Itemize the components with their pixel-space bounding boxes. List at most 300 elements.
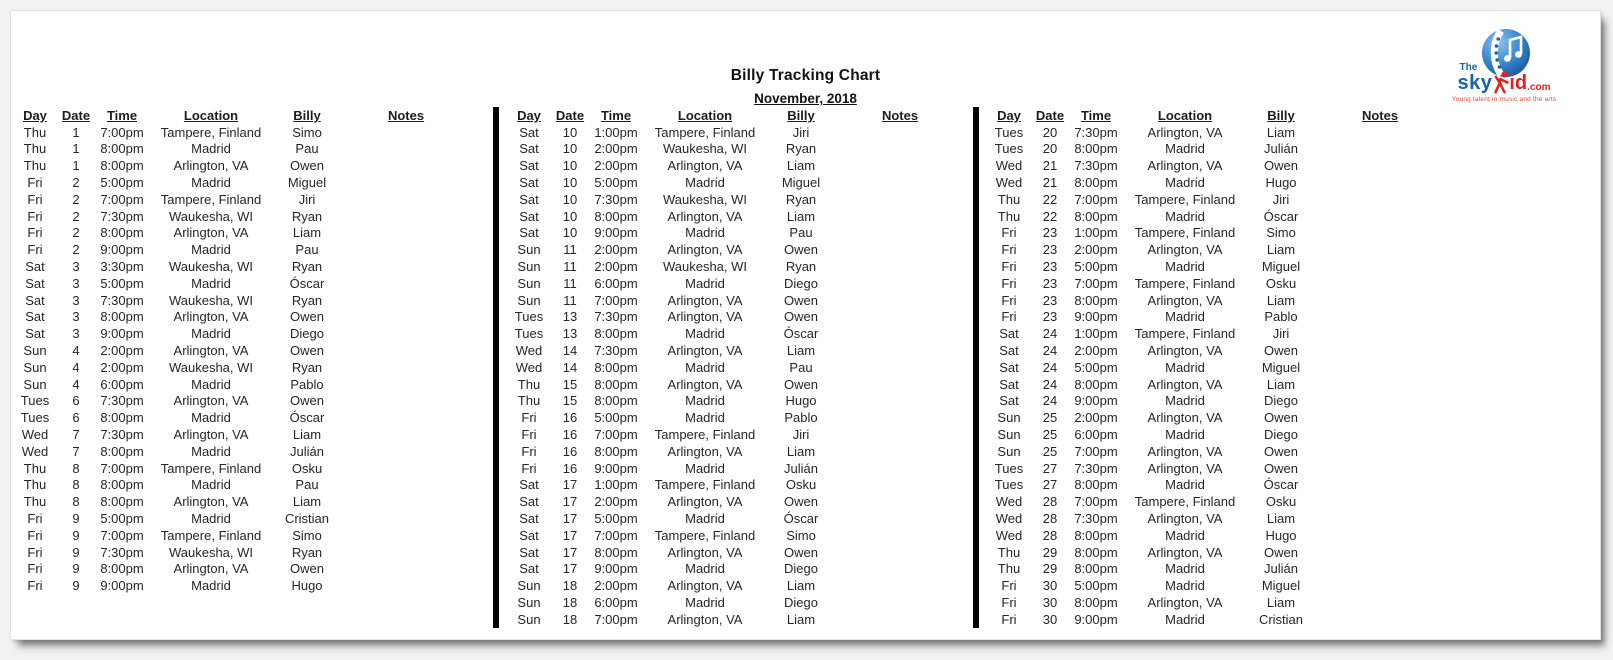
schedule-section-3 bbox=[973, 107, 1453, 633]
cell-day: Tues bbox=[20, 393, 50, 409]
column-header-day: Day bbox=[517, 107, 541, 123]
cell-location: Waukesha, WI bbox=[168, 359, 254, 375]
cell-time: 2:00pm bbox=[594, 141, 638, 157]
cell-day: Thu bbox=[997, 191, 1021, 207]
cell-billy: Liam bbox=[292, 225, 322, 241]
cell-notes bbox=[835, 191, 965, 208]
table-row bbox=[507, 191, 965, 208]
cell-date: 16 bbox=[562, 460, 578, 476]
cell-billy: Liam bbox=[1266, 376, 1296, 392]
cell-location: Arlington, VA bbox=[1147, 443, 1223, 459]
cell-time: 8:00pm bbox=[594, 376, 638, 392]
cell-date: 30 bbox=[1042, 611, 1058, 627]
cell-date: 1 bbox=[72, 141, 80, 157]
cell-day: Thu bbox=[23, 158, 47, 174]
cell-notes bbox=[341, 477, 471, 494]
table-row bbox=[507, 577, 965, 594]
table-row bbox=[13, 208, 471, 225]
cell-day: Fri bbox=[1001, 292, 1017, 308]
table-row bbox=[507, 241, 965, 258]
column-header-time: Time bbox=[600, 107, 632, 123]
cell-notes bbox=[341, 258, 471, 275]
table-row bbox=[987, 174, 1445, 191]
cell-date: 18 bbox=[562, 595, 578, 610]
cell-time: 7:30pm bbox=[1074, 511, 1118, 527]
cell-notes bbox=[1315, 510, 1445, 527]
cell-time: 5:00pm bbox=[100, 275, 144, 291]
column-header-notes: Notes bbox=[387, 107, 425, 123]
cell-location: Tampere, Finland bbox=[654, 477, 756, 493]
schedule-table-wrap-1 bbox=[13, 107, 471, 594]
cell-time: 7:00pm bbox=[100, 124, 144, 140]
table-row bbox=[987, 141, 1445, 158]
cell-time: 8:00pm bbox=[100, 158, 144, 174]
cell-day: Thu bbox=[517, 393, 541, 409]
cell-billy: Owen bbox=[1264, 460, 1298, 476]
cell-date: 4 bbox=[72, 376, 80, 392]
cell-day: Fri bbox=[27, 175, 43, 191]
cell-notes bbox=[341, 527, 471, 544]
table-row bbox=[13, 174, 471, 191]
cell-date: 14 bbox=[562, 343, 578, 359]
cell-location: Arlington, VA bbox=[1147, 124, 1223, 140]
cell-time: 8:00pm bbox=[100, 309, 144, 325]
table-row bbox=[987, 561, 1445, 578]
cell-location: Madrid bbox=[191, 175, 231, 191]
table-row bbox=[987, 527, 1445, 544]
cell-date: 23 bbox=[1042, 292, 1058, 308]
cell-location: Arlington, VA bbox=[173, 225, 249, 241]
cell-time: 8:00pm bbox=[1074, 376, 1118, 392]
cell-location: Tampere, Finland bbox=[160, 527, 262, 543]
cell-time: 8:00pm bbox=[100, 141, 144, 157]
cell-day: Sun bbox=[517, 259, 541, 275]
cell-date: 25 bbox=[1042, 443, 1058, 459]
cell-date: 8 bbox=[72, 494, 80, 510]
cell-time: 8:00pm bbox=[594, 443, 638, 459]
cell-date: 28 bbox=[1042, 527, 1058, 543]
table-row bbox=[13, 325, 471, 342]
cell-day: Sun bbox=[997, 410, 1021, 426]
table-row bbox=[507, 309, 965, 326]
cell-notes bbox=[835, 393, 965, 410]
cell-date: 23 bbox=[1042, 225, 1058, 241]
cell-time: 8:00pm bbox=[1074, 208, 1118, 224]
cell-billy: Liam bbox=[1266, 511, 1296, 527]
cell-location: Madrid bbox=[191, 141, 231, 157]
cell-date: 18 bbox=[562, 611, 578, 627]
cell-day: Tues bbox=[994, 460, 1024, 476]
cell-location: Madrid bbox=[191, 275, 231, 291]
cell-time: 7:30pm bbox=[1074, 124, 1118, 140]
cell-time: 9:00pm bbox=[1074, 393, 1118, 409]
cell-day: Fri bbox=[1001, 242, 1017, 258]
header-row bbox=[507, 107, 965, 124]
cell-notes bbox=[341, 409, 471, 426]
cell-time: 2:00pm bbox=[594, 259, 638, 275]
cell-notes bbox=[835, 561, 965, 578]
table-row bbox=[13, 275, 471, 292]
cell-day: Sat bbox=[519, 511, 539, 527]
cell-time: 5:00pm bbox=[100, 175, 144, 191]
cell-time: 8:00pm bbox=[594, 326, 638, 342]
cell-notes bbox=[1315, 325, 1445, 342]
cell-time: 2:00pm bbox=[1074, 410, 1118, 426]
cell-day: Fri bbox=[1001, 225, 1017, 241]
table-row bbox=[507, 443, 965, 460]
cell-time: 7:00pm bbox=[1074, 275, 1118, 291]
cell-billy: Pau bbox=[295, 141, 319, 157]
table-row bbox=[507, 594, 965, 611]
cell-billy: Ryan bbox=[291, 208, 323, 224]
table-row bbox=[13, 426, 471, 443]
cell-date: 16 bbox=[562, 443, 578, 459]
table-row bbox=[987, 208, 1445, 225]
cell-time: 5:00pm bbox=[1074, 359, 1118, 375]
cell-billy: Simo bbox=[292, 527, 322, 543]
cell-time: 7:30pm bbox=[100, 544, 144, 560]
cell-time: 8:00pm bbox=[100, 443, 144, 459]
cell-time: 2:00pm bbox=[594, 494, 638, 510]
cell-location: Madrid bbox=[1165, 309, 1205, 325]
table-row bbox=[13, 493, 471, 510]
table-row bbox=[13, 241, 471, 258]
column-header-date: Date bbox=[555, 107, 585, 123]
table-row bbox=[507, 477, 965, 494]
cell-location: Madrid bbox=[1165, 175, 1205, 191]
table-row bbox=[507, 275, 965, 292]
cell-location: Madrid bbox=[685, 175, 725, 191]
cell-time: 9:00pm bbox=[100, 578, 144, 594]
cell-billy: Óscar bbox=[783, 326, 819, 342]
cell-notes bbox=[1315, 275, 1445, 292]
cell-notes bbox=[835, 342, 965, 359]
cell-location: Tampere, Finland bbox=[160, 460, 262, 476]
table-row bbox=[13, 157, 471, 174]
cell-date: 9 bbox=[72, 561, 80, 577]
cell-time: 9:00pm bbox=[594, 460, 638, 476]
cell-location: Madrid bbox=[685, 393, 725, 409]
table-row bbox=[507, 611, 965, 628]
cell-time: 7:30pm bbox=[1074, 460, 1118, 476]
cell-time: 6:00pm bbox=[100, 376, 144, 392]
cell-date: 4 bbox=[72, 359, 80, 375]
cell-billy: Diego bbox=[1264, 427, 1298, 443]
cell-notes bbox=[341, 460, 471, 477]
cell-date: 17 bbox=[562, 494, 578, 510]
cell-day: Fri bbox=[521, 443, 537, 459]
cell-date: 16 bbox=[562, 410, 578, 426]
cell-day: Tues bbox=[994, 124, 1024, 140]
cell-day: Sun bbox=[997, 427, 1021, 443]
cell-notes bbox=[835, 443, 965, 460]
column-header-location: Location bbox=[677, 107, 733, 123]
cell-billy: Liam bbox=[292, 427, 322, 443]
cell-billy: Miguel bbox=[287, 175, 327, 191]
cell-location: Tampere, Finland bbox=[160, 191, 262, 207]
table-row bbox=[507, 225, 965, 242]
cell-date: 6 bbox=[72, 410, 80, 426]
cell-billy: Óscar bbox=[1263, 208, 1299, 224]
cell-date: 21 bbox=[1042, 175, 1058, 191]
cell-location: Madrid bbox=[685, 275, 725, 291]
cell-billy: Miguel bbox=[1261, 578, 1301, 594]
cell-notes bbox=[1315, 124, 1445, 141]
cell-time: 7:00pm bbox=[1074, 443, 1118, 459]
table-row bbox=[507, 510, 965, 527]
cell-day: Sun bbox=[23, 343, 47, 359]
cell-date: 9 bbox=[72, 544, 80, 560]
table-row bbox=[13, 409, 471, 426]
cell-location: Madrid bbox=[1165, 561, 1205, 577]
cell-billy: Diego bbox=[784, 561, 818, 577]
cell-billy: Jiri bbox=[1272, 191, 1290, 207]
cell-date: 10 bbox=[562, 225, 578, 241]
cell-day: Fri bbox=[27, 242, 43, 258]
cell-day: Sun bbox=[23, 376, 47, 392]
cell-day: Fri bbox=[27, 511, 43, 527]
cell-billy: Julián bbox=[1264, 561, 1298, 577]
schedule-section-2 bbox=[493, 107, 973, 633]
cell-time: 8:00pm bbox=[594, 544, 638, 560]
cell-location: Waukesha, WI bbox=[662, 191, 748, 207]
cell-notes bbox=[1315, 342, 1445, 359]
cell-date: 7 bbox=[72, 427, 80, 443]
table-row bbox=[987, 544, 1445, 561]
cell-notes bbox=[835, 477, 965, 494]
cell-billy: Liam bbox=[786, 611, 816, 627]
cell-day: Sun bbox=[517, 611, 541, 627]
cell-location: Madrid bbox=[685, 359, 725, 375]
table-row bbox=[507, 561, 965, 578]
cell-notes bbox=[341, 544, 471, 561]
cell-date: 24 bbox=[1042, 326, 1058, 342]
cell-date: 24 bbox=[1042, 343, 1058, 359]
table-row bbox=[987, 376, 1445, 393]
cell-location: Arlington, VA bbox=[1147, 595, 1223, 610]
cell-location: Waukesha, WI bbox=[168, 292, 254, 308]
table-row bbox=[987, 292, 1445, 309]
cell-billy: Diego bbox=[784, 595, 818, 610]
table-row bbox=[987, 594, 1445, 611]
cell-notes bbox=[341, 376, 471, 393]
cell-day: Fri bbox=[521, 427, 537, 443]
table-row bbox=[13, 258, 471, 275]
cell-time: 9:00pm bbox=[594, 225, 638, 241]
cell-day: Sat bbox=[25, 259, 45, 275]
cell-date: 17 bbox=[562, 477, 578, 493]
cell-date: 1 bbox=[72, 124, 80, 140]
cell-date: 30 bbox=[1042, 595, 1058, 610]
table-row bbox=[507, 527, 965, 544]
cell-date: 24 bbox=[1042, 376, 1058, 392]
cell-notes bbox=[341, 561, 471, 578]
cell-date: 9 bbox=[72, 578, 80, 594]
cell-billy: Ryan bbox=[785, 259, 817, 275]
table-row bbox=[507, 292, 965, 309]
cell-notes bbox=[341, 325, 471, 342]
cell-billy: Owen bbox=[784, 309, 818, 325]
cell-day: Thu bbox=[997, 544, 1021, 560]
cell-billy: Óscar bbox=[1263, 477, 1299, 493]
cell-billy: Pau bbox=[295, 477, 319, 493]
cell-billy: Ryan bbox=[785, 191, 817, 207]
cell-notes bbox=[835, 174, 965, 191]
cell-notes bbox=[341, 157, 471, 174]
cell-notes bbox=[341, 124, 471, 141]
cell-date: 25 bbox=[1042, 410, 1058, 426]
cell-time: 8:00pm bbox=[1074, 544, 1118, 560]
cell-day: Thu bbox=[23, 477, 47, 493]
table-row bbox=[507, 342, 965, 359]
cell-location: Madrid bbox=[1165, 611, 1205, 627]
cell-location: Waukesha, WI bbox=[662, 259, 748, 275]
cell-location: Waukesha, WI bbox=[168, 259, 254, 275]
cell-location: Madrid bbox=[1165, 527, 1205, 543]
cell-location: Madrid bbox=[685, 595, 725, 610]
column-header-day: Day bbox=[997, 107, 1021, 123]
cell-location: Madrid bbox=[685, 225, 725, 241]
cell-date: 6 bbox=[72, 393, 80, 409]
cell-notes bbox=[835, 208, 965, 225]
cell-location: Madrid bbox=[685, 410, 725, 426]
cell-time: 1:00pm bbox=[1074, 326, 1118, 342]
cell-billy: Ryan bbox=[291, 259, 323, 275]
cell-location: Arlington, VA bbox=[173, 494, 249, 510]
cell-time: 2:00pm bbox=[594, 242, 638, 258]
cell-location: Madrid bbox=[1165, 393, 1205, 409]
cell-billy: Ryan bbox=[291, 544, 323, 560]
cell-notes bbox=[341, 141, 471, 158]
cell-date: 10 bbox=[562, 191, 578, 207]
cell-time: 5:00pm bbox=[100, 511, 144, 527]
cell-notes bbox=[835, 376, 965, 393]
cell-notes bbox=[1315, 594, 1445, 611]
cell-location: Madrid bbox=[685, 511, 725, 527]
cell-notes bbox=[1315, 477, 1445, 494]
cell-notes bbox=[835, 409, 965, 426]
cell-time: 6:00pm bbox=[1074, 427, 1118, 443]
cell-billy: Owen bbox=[784, 494, 818, 510]
cell-billy: Julián bbox=[784, 460, 818, 476]
cell-day: Fri bbox=[27, 578, 43, 594]
schedule-table-1 bbox=[13, 107, 471, 594]
cell-date: 29 bbox=[1042, 544, 1058, 560]
cell-time: 5:00pm bbox=[594, 410, 638, 426]
cell-location: Arlington, VA bbox=[667, 242, 743, 258]
cell-billy: Cristian bbox=[1258, 611, 1304, 627]
cell-billy: Pablo bbox=[290, 376, 324, 392]
cell-notes bbox=[835, 359, 965, 376]
cell-day: Thu bbox=[23, 141, 47, 157]
cell-location: Madrid bbox=[191, 477, 231, 493]
cell-time: 1:00pm bbox=[594, 477, 638, 493]
cell-day: Wed bbox=[21, 427, 49, 443]
cell-billy: Liam bbox=[292, 494, 322, 510]
cell-day: Wed bbox=[995, 494, 1023, 510]
logo-word-sky: sky bbox=[1457, 72, 1493, 94]
cell-location: Tampere, Finland bbox=[1134, 225, 1236, 241]
table-row bbox=[987, 275, 1445, 292]
cell-day: Wed bbox=[995, 175, 1023, 191]
cell-notes bbox=[835, 426, 965, 443]
cell-notes bbox=[1315, 409, 1445, 426]
cell-time: 9:00pm bbox=[594, 561, 638, 577]
cell-notes bbox=[835, 527, 965, 544]
cell-notes bbox=[1315, 376, 1445, 393]
cell-day: Sat bbox=[999, 326, 1019, 342]
cell-day: Tues bbox=[20, 410, 50, 426]
cell-notes bbox=[835, 124, 965, 141]
column-header-location: Location bbox=[183, 107, 239, 123]
cell-notes bbox=[1315, 577, 1445, 594]
cell-location: Madrid bbox=[1165, 359, 1205, 375]
table-row bbox=[507, 376, 965, 393]
cell-day: Sat bbox=[519, 175, 539, 191]
cell-date: 17 bbox=[562, 561, 578, 577]
cell-location: Tampere, Finland bbox=[1134, 494, 1236, 510]
cell-location: Arlington, VA bbox=[173, 343, 249, 359]
cell-time: 8:00pm bbox=[594, 359, 638, 375]
cell-billy: Miguel bbox=[781, 175, 821, 191]
cell-billy: Liam bbox=[1266, 595, 1296, 610]
cell-day: Sat bbox=[519, 141, 539, 157]
cell-day: Wed bbox=[21, 443, 49, 459]
cell-billy: Owen bbox=[1264, 343, 1298, 359]
table-row bbox=[13, 477, 471, 494]
cell-billy: Owen bbox=[290, 561, 324, 577]
cell-time: 5:00pm bbox=[1074, 578, 1118, 594]
cell-day: Sat bbox=[25, 292, 45, 308]
cell-notes bbox=[1315, 258, 1445, 275]
table-row bbox=[507, 174, 965, 191]
cell-time: 2:00pm bbox=[1074, 343, 1118, 359]
column-header-notes: Notes bbox=[881, 107, 919, 123]
cell-date: 18 bbox=[562, 578, 578, 594]
table-row bbox=[13, 225, 471, 242]
cell-day: Thu bbox=[23, 124, 47, 140]
cell-time: 8:00pm bbox=[1074, 595, 1118, 610]
cell-date: 14 bbox=[562, 359, 578, 375]
cell-billy: Óscar bbox=[783, 511, 819, 527]
cell-day: Sat bbox=[519, 527, 539, 543]
cell-notes bbox=[835, 493, 965, 510]
cell-day: Wed bbox=[515, 343, 543, 359]
cell-notes bbox=[1315, 393, 1445, 410]
cell-notes bbox=[341, 225, 471, 242]
cell-time: 9:00pm bbox=[100, 242, 144, 258]
cell-day: Sat bbox=[999, 376, 1019, 392]
cell-billy: Liam bbox=[786, 443, 816, 459]
table-row bbox=[507, 258, 965, 275]
cell-notes bbox=[835, 241, 965, 258]
cell-billy: Owen bbox=[784, 292, 818, 308]
cell-day: Sat bbox=[519, 191, 539, 207]
cell-billy: Jiri bbox=[1272, 326, 1290, 342]
cell-day: Fri bbox=[27, 225, 43, 241]
cell-billy: Pau bbox=[295, 242, 319, 258]
cell-day: Sat bbox=[999, 393, 1019, 409]
cell-time: 8:00pm bbox=[100, 225, 144, 241]
cell-billy: Owen bbox=[1264, 410, 1298, 426]
cell-notes bbox=[1315, 359, 1445, 376]
cell-day: Wed bbox=[995, 527, 1023, 543]
cell-time: 6:00pm bbox=[594, 275, 638, 291]
cell-notes bbox=[835, 309, 965, 326]
cell-date: 23 bbox=[1042, 275, 1058, 291]
cell-day: Fri bbox=[521, 460, 537, 476]
cell-notes bbox=[1315, 191, 1445, 208]
